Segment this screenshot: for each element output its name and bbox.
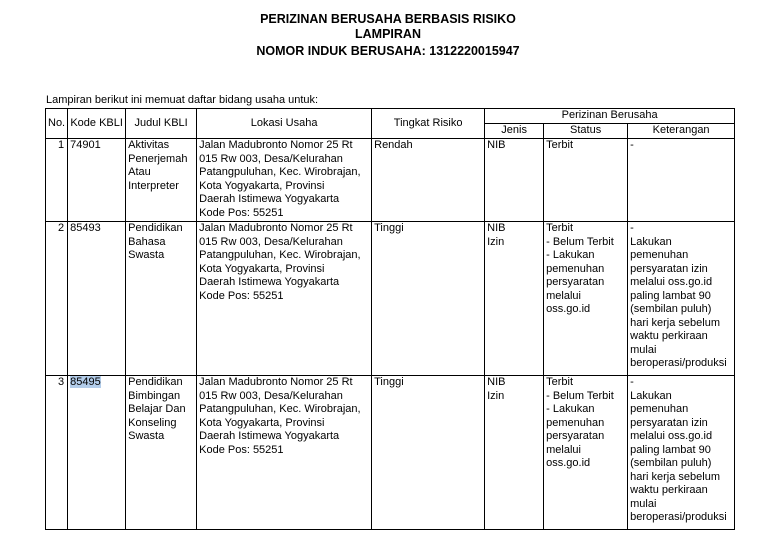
row-keterangan: Lakukan pemenuhan persyaratan izin melalui oss.go.id paling lambat 90 (sembilan puluh) hari kerja sebelum waktu perkiraan mulai beroperasi/produksi [628,236,735,376]
kbli-table [45,108,735,530]
col-status: Status [544,124,628,139]
row-tingkat-risiko: Rendah [372,139,485,222]
row-judul-kbli: Pendidikan Bimbingan Belajar Dan Konseling Swasta [126,376,197,530]
col-lokasi-usaha: Lokasi Usaha [197,109,372,139]
row-tingkat-risiko: Tinggi [372,222,485,376]
row-keterangan: Lakukan pemenuhan persyaratan izin melalui oss.go.id paling lambat 90 (sembilan puluh) hari kerja sebelum waktu perkiraan mulai beroperasi/produksi [628,390,735,530]
row-keterangan: - [628,222,735,236]
row-lokasi-usaha: Jalan Madubronto Nomor 25 Rt 015 Rw 003, Desa/Kelurahan Patangpuluhan, Kec. Wirobrajan, Kota Yogyakarta, Provinsi Daerah Istimewa Yogyakarta Kode Pos: 55251 [197,139,372,222]
row-kode-kbli [68,139,126,222]
kode-kbli-value: 85495 [70,376,101,388]
intro-text: Lampiran berikut ini memuat daftar bidang usaha untuk: [46,94,319,106]
col-perizinan-berusaha: Perizinan Berusaha [485,109,735,124]
table-row [46,139,735,222]
row-status: Terbit [544,376,628,390]
row-status: - Belum Terbit - Lakukan pemenuhan persyaratan melalui oss.go.id [544,236,628,376]
table-row [46,376,735,390]
document-subtitle: LAMPIRAN [355,27,421,41]
row-kode-kbli [68,222,126,376]
row-jenis: Izin [485,236,544,376]
row-judul-kbli: Aktivitas Penerjemah Atau Interpreter [126,139,197,222]
col-keterangan: Keterangan [628,124,735,139]
row-status: Terbit [544,139,628,222]
kode-kbli-value: 85493 [70,222,101,234]
col-kode-kbli: Kode KBLI [68,109,126,139]
row-jenis: NIB [485,139,544,222]
row-kode-kbli [68,376,126,530]
col-jenis: Jenis [485,124,544,139]
kode-kbli-value: 74901 [70,139,101,151]
row-lokasi-usaha: Jalan Madubronto Nomor 25 Rt 015 Rw 003, Desa/Kelurahan Patangpuluhan, Kec. Wirobrajan, Kota Yogyakarta, Provinsi Daerah Istimewa Yogyakarta Kode Pos: 55251 [197,376,372,530]
col-no: No. [46,109,68,139]
row-keterangan: - [628,139,735,222]
document-title: PERIZINAN BERUSAHA BERBASIS RISIKO [260,12,516,26]
col-judul-kbli: Judul KBLI [126,109,197,139]
row-no: 2 [46,222,68,376]
row-jenis: NIB [485,222,544,236]
table-body [46,139,735,530]
row-keterangan: - [628,376,735,390]
row-no: 3 [46,376,68,530]
col-tingkat-risiko: Tingkat Risiko [372,109,485,139]
row-status: - Belum Terbit - Lakukan pemenuhan persyaratan melalui oss.go.id [544,390,628,530]
row-status: Terbit [544,222,628,236]
row-judul-kbli: Pendidikan Bahasa Swasta [126,222,197,376]
row-no: 1 [46,139,68,222]
nib-number: NOMOR INDUK BERUSAHA: 1312220015947 [256,44,520,58]
row-jenis: NIB [485,376,544,390]
row-jenis: Izin [485,390,544,530]
row-tingkat-risiko: Tinggi [372,376,485,530]
table-row [46,222,735,236]
row-lokasi-usaha: Jalan Madubronto Nomor 25 Rt 015 Rw 003, Desa/Kelurahan Patangpuluhan, Kec. Wirobrajan, Kota Yogyakarta, Provinsi Daerah Istimewa Yogyakarta Kode Pos: 55251 [197,222,372,376]
